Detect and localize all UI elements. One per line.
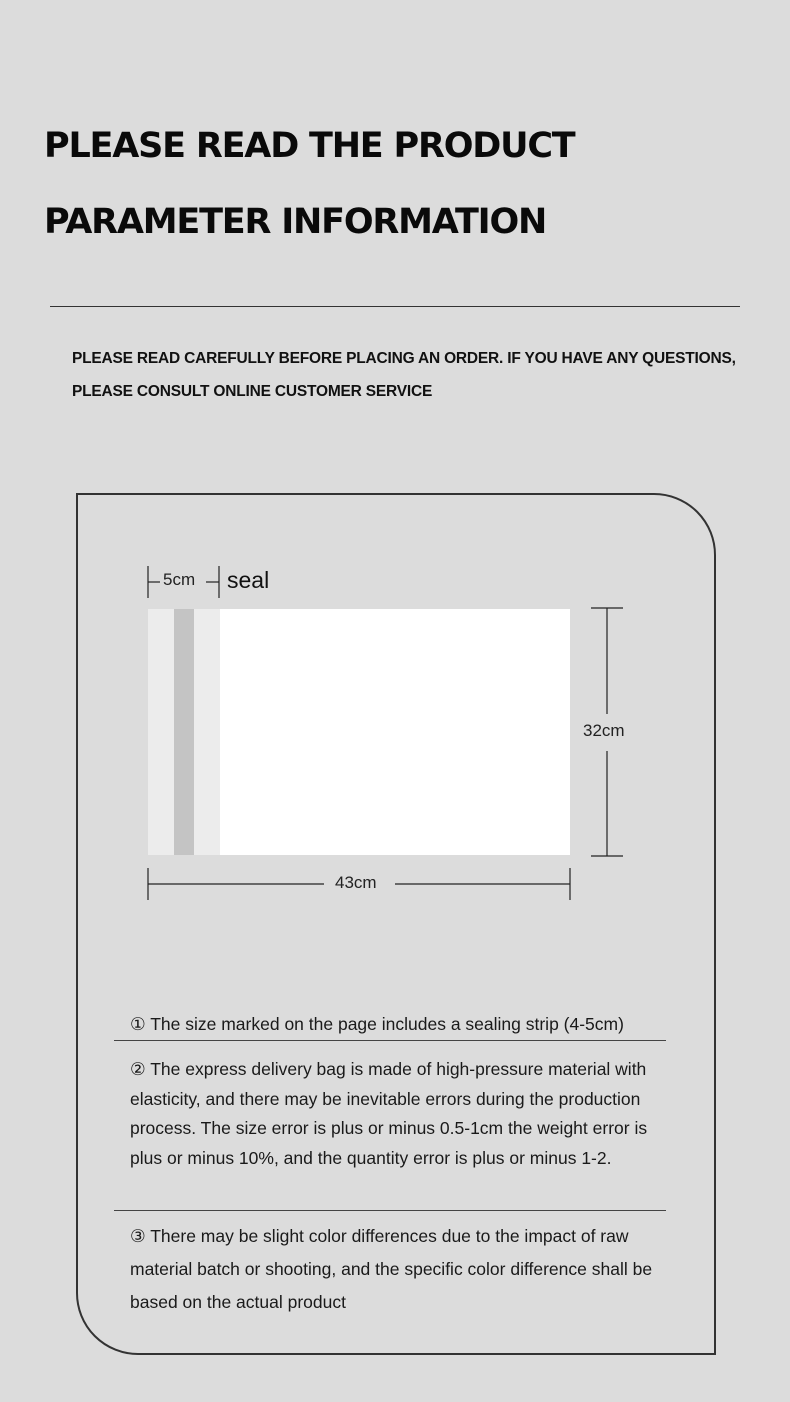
note-size-error: ② The express delivery bag is made of high-pressure material with elasticity, and there may be inevitable errors during the production process. The size error is plus or minus 0.5-1cm the weight error is plus or minus 10%, and the quantity error is plus or minus 1-2. [130, 1059, 648, 1168]
height-label: 32cm [583, 721, 625, 740]
note-sealing-strip: ① The size marked on the page includes a sealing strip (4-5cm) [130, 1014, 624, 1034]
page-subtitle: PLEASE READ CAREFULLY BEFORE PLACING AN ORDER. IF YOU HAVE ANY QUESTIONS, PLEASE CONSULT ONLINE CUSTOMER SERVICE [72, 350, 736, 400]
seal-width-label: 5cm [163, 570, 196, 589]
page-title: PLEASE READ THE PRODUCT PARAMETER INFORMATION [44, 126, 575, 242]
seal-label: seal [227, 567, 270, 593]
note-color-difference: ③ There may be slight color differences due to the impact of raw material batch or shooting, and the specific color difference shall be based on the actual product [130, 1226, 653, 1312]
note-divider [114, 1210, 666, 1211]
width-label: 43cm [335, 873, 377, 892]
header-divider [50, 306, 740, 307]
note-divider [114, 1040, 666, 1041]
